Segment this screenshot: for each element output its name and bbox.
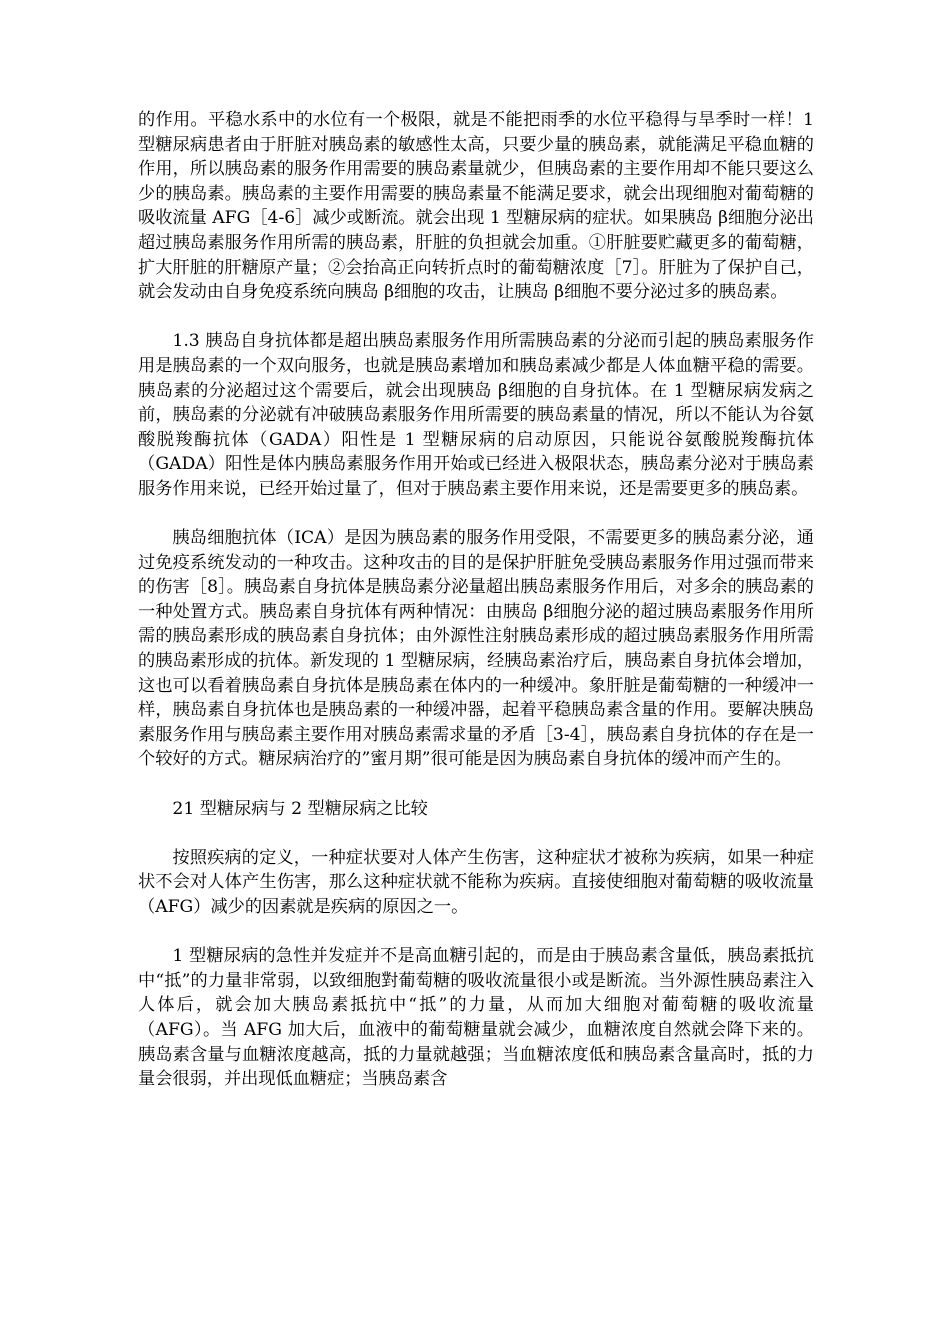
paragraph-3: 胰岛细胞抗体（ICA）是因为胰岛素的服务作用受限，不需要更多的胰岛素分泌，通过免疫系统发动的一种攻击。这种攻击的目的是保护肝脏免受胰岛素服务作用过强而带来的伤害［8］。胰岛素自身抗体是胰岛素分泌量超出胰岛素服务作用后，对多余的胰岛素的一种处置方式。胰岛素自身抗体有两种情况：由胰岛 β细胞分泌的超过胰岛素服务作用所需的胰岛素形成的胰岛素自身抗体；由外源性注射胰岛素形成的超过胰岛素服务作用所需的胰岛素形成的抗体。新发现的 1 型糖尿病，经胰岛素治疗后，胰岛素自身抗体会增加，这也可以看着胰岛素自身抗体是胰岛素在体内的一种缓冲。象肝脏是葡萄糖的一种缓冲一样，胰岛素自身抗体也是胰岛素的一种缓冲器，起着平稳胰岛素含量的作用。要解决胰岛素服务作用与胰岛素主要作用对胰岛素需求量的矛盾［3-4］，胰岛素自身抗体的存在是一个较好的方式。糖尿病治疗的”蜜月期”很可能是因为胰岛素自身抗体的缓冲而产生的。 (138, 528, 814, 770)
document-page (138, 108, 814, 1092)
paragraph-4: 按照疾病的定义，一种症状要对人体产生伤害，这种症状才被称为疾病，如果一种症状不会对人体产生伤害，那么这种症状就不能称为疾病。直接使细胞对葡萄糖的吸收流量（AFG）减少的因素就是疾病的原因之一。 (138, 847, 814, 917)
section-heading: 21 型糖尿病与 2 型糖尿病之比较 (172, 798, 428, 819)
paragraph-5: 1 型糖尿病的急性并发症并不是高血糖引起的，而是由于胰岛素含量低，胰岛素抵抗中“抵”的力量非常弱，以致细胞對葡萄糖的吸收流量很小或是断流。当外源性胰岛素注入人体后，就会加大胰岛素抵抗中“抵”的力量，从而加大细胞对葡萄糖的吸收流量（AFG）。当 AFG 加大后，血液中的葡萄糖量就会减少，血糖浓度自然就会降下来的。胰岛素含量与血糖浓度越高，抵的力量就越强；当血糖浓度低和胰岛素含量高时，抵的力量会很弱，并出现低血糖症；当胰岛素含 (138, 946, 814, 1090)
paragraph-1: 的作用。平稳水系中的水位有一个极限，就是不能把雨季的水位平稳得与旱季时一样！1 型糖尿病患者由于肝脏对胰岛素的敏感性太高，只要少量的胰岛素，就能满足平稳血糖的作用，所以胰岛素的服务作用需要的胰岛素量就少，但胰岛素的主要作用却不能只要这么少的胰岛素。胰岛素的主要作用需要的胰岛素量不能满足要求，就会出现细胞对葡萄糖的吸收流量 AFG［4-6］减少或断流。就会出现 1 型糖尿病的症状。如果胰岛 β细胞分泌出超过胰岛素服务作用所需的胰岛素，肝脏的负担就会加重。①肝脏要贮藏更多的葡萄糖，扩大肝脏的肝糖原产量；②会抬高正向转折点时的葡萄糖浓度［7］。肝脏为了保护自己，就会发动由自身免疫系统向胰岛 β细胞的攻击，让胰岛 β细胞不要分泌过多的胰岛素。 (138, 110, 814, 303)
paragraph-2: 1.3 胰岛自身抗体都是超出胰岛素服务作用所需胰岛素的分泌而引起的胰岛素服务作用是胰岛素的一个双向服务，也就是胰岛素增加和胰岛素减少都是人体血糖平稳的需要。胰岛素的分泌超过这个需要后，就会出现胰岛 β细胞的自身抗体。在 1 型糖尿病发病之前，胰岛素的分泌就有冲破胰岛素服务作用所需要的胰岛素量的情况，所以不能认为谷氨酸脱羧酶抗体（GADA）阳性是 1 型糖尿病的启动原因，只能说谷氨酸脱羧酶抗体（GADA）阳性是体内胰岛素服务作用开始或已经进入极限状态，胰岛素分泌对于胰岛素服务作用来说，已经开始过量了，但对于胰岛素主要作用来说，还是需要更多的胰岛素。 (138, 331, 814, 499)
